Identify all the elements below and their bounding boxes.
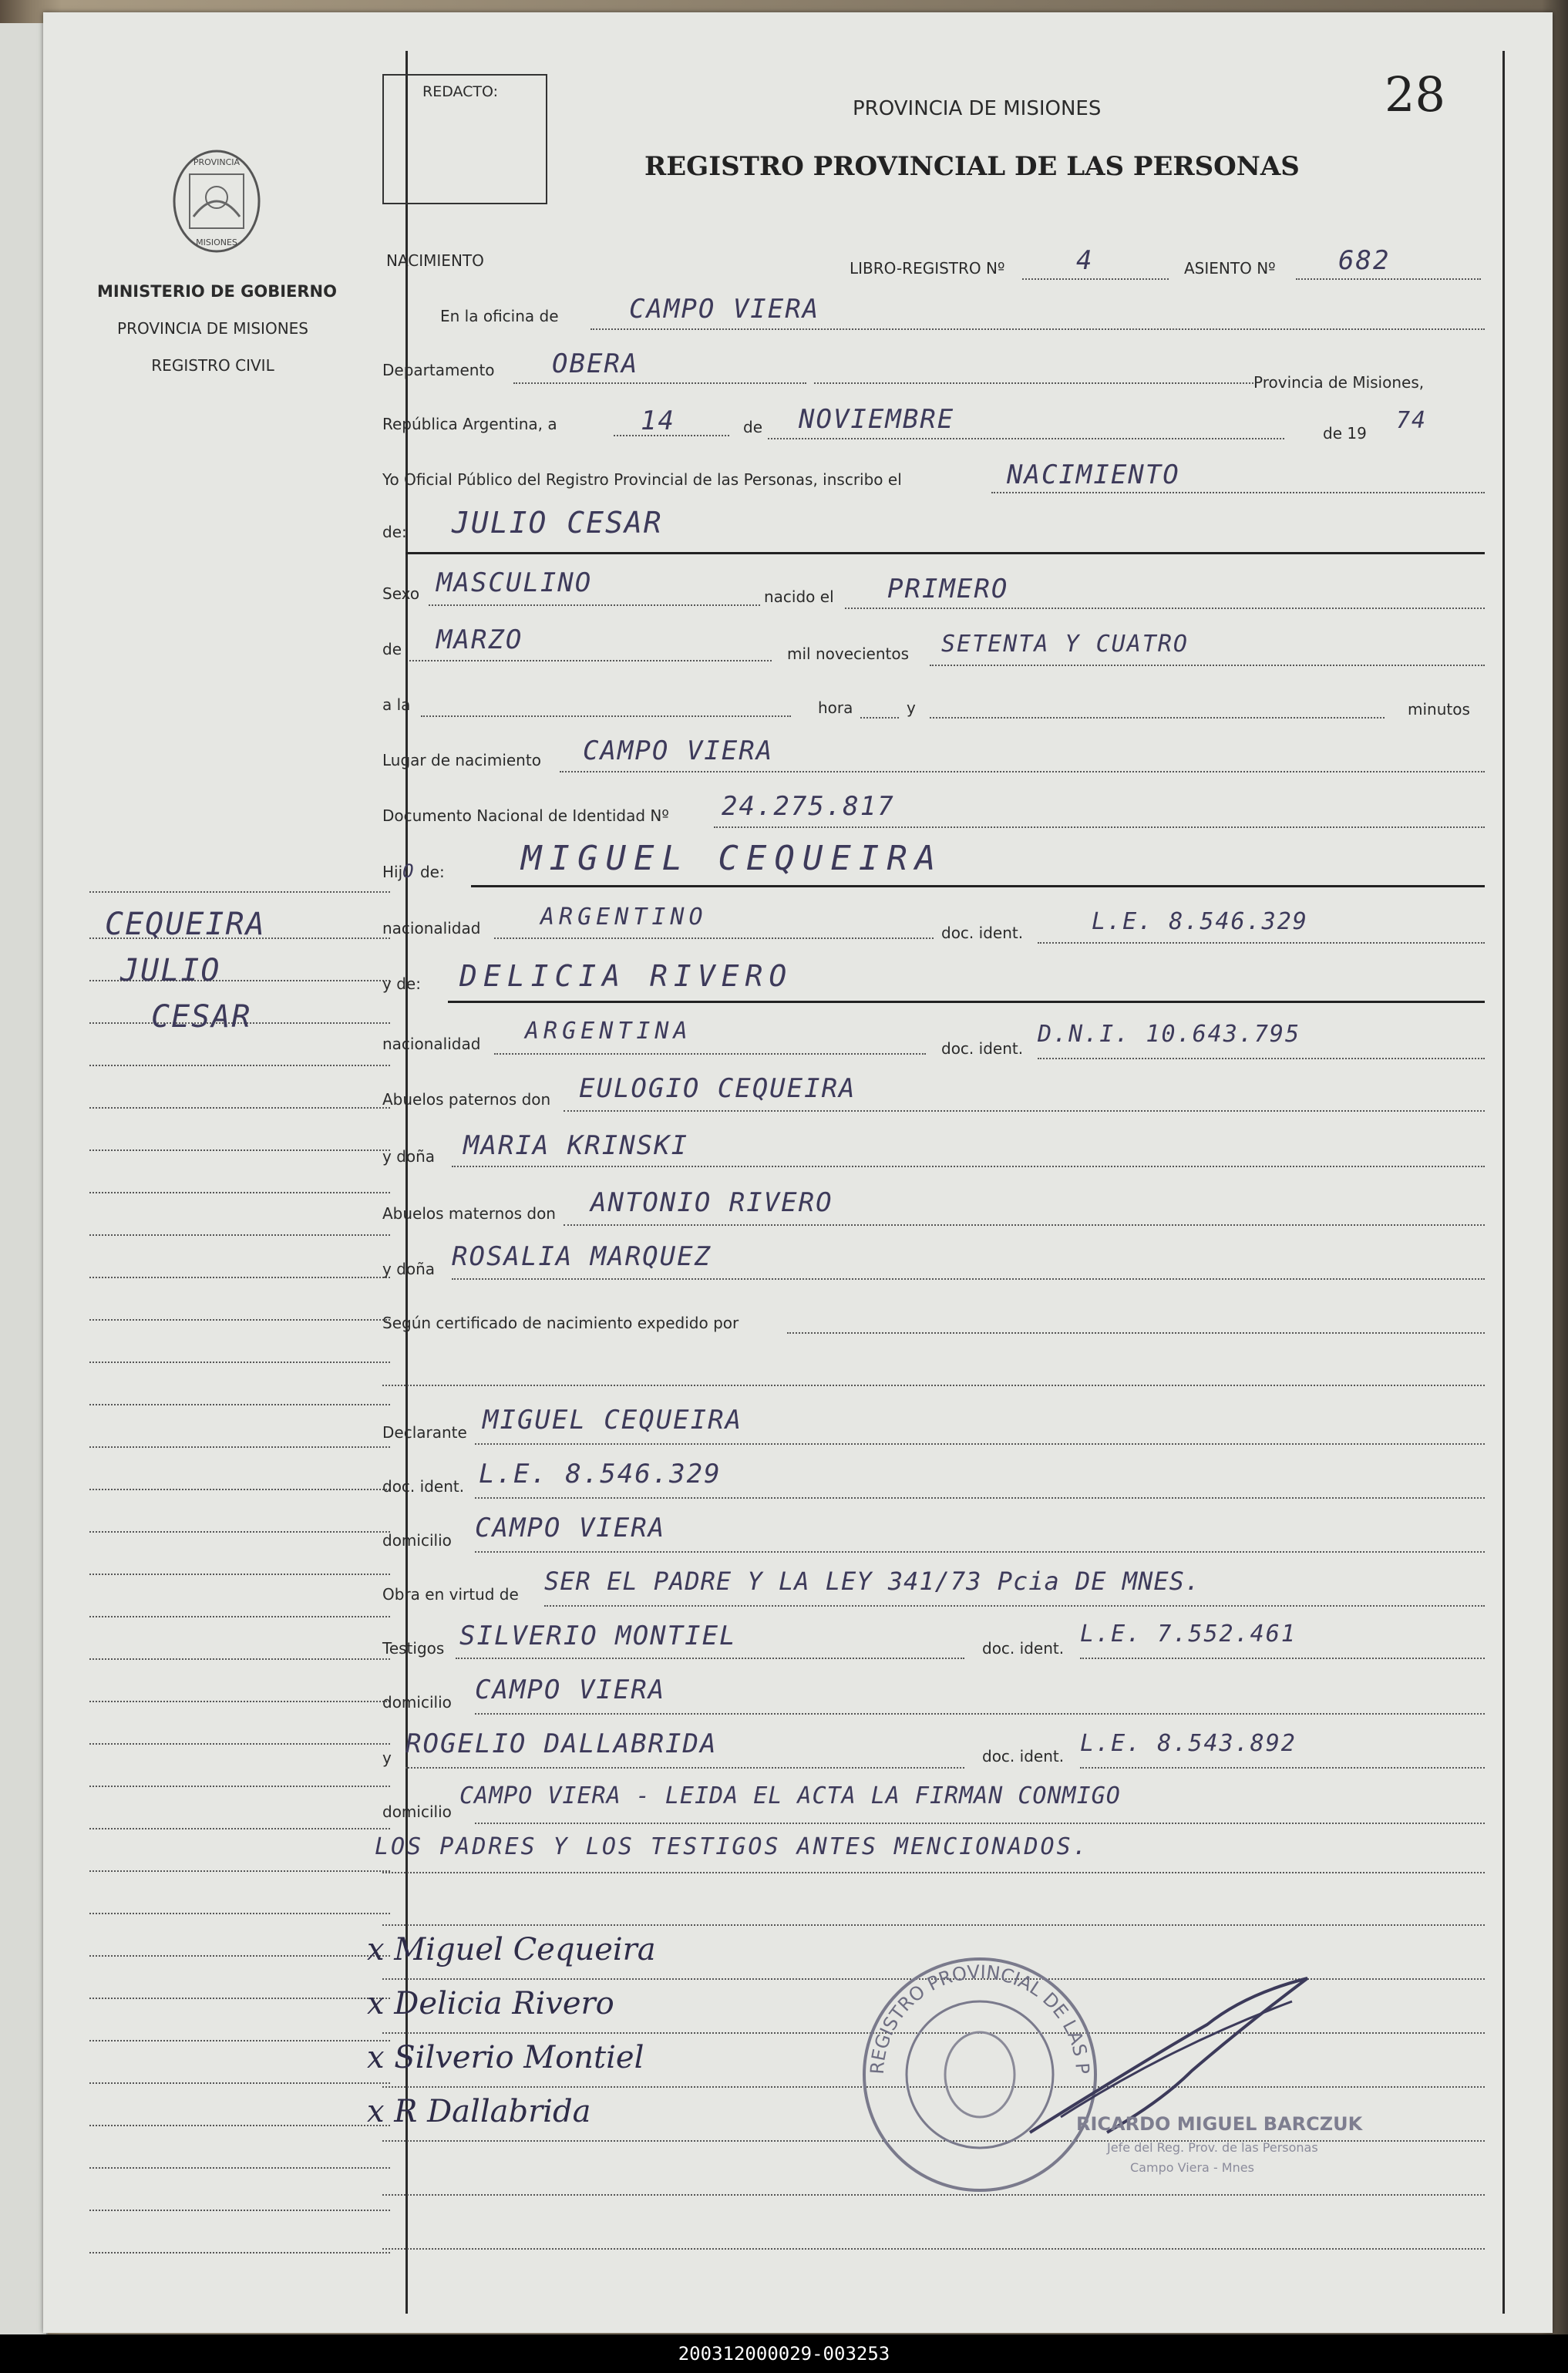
hora-line [421, 715, 791, 717]
redacto-label: REDACTO: [422, 83, 499, 100]
ministry-label: MINISTERIO DE GOBIERNO [97, 282, 337, 301]
mes-line [768, 438, 1284, 439]
redacto-box [382, 74, 547, 204]
register-page [43, 12, 1553, 2333]
madre-doc-label: doc. ident. [941, 1039, 1024, 1058]
signature-father: x Miguel Cequeira [367, 1932, 656, 1967]
declarante-label: Declarante [382, 1423, 467, 1442]
hijo-de-label: de: [419, 863, 445, 881]
testigo1-dom-line [475, 1713, 1485, 1715]
madre-nac-line [494, 1053, 926, 1055]
departamento-label: Departamento [382, 361, 495, 379]
de2-label: de [382, 640, 402, 658]
ab-mat-dona-line [452, 1278, 1485, 1280]
registry-label: REGISTRO CIVIL [151, 356, 274, 375]
officer-place: Campo Viera - Mnes [1130, 2160, 1254, 2175]
madre-nac-label: nacionalidad [382, 1035, 481, 1053]
padre-doc-label: doc. ident. [941, 924, 1024, 942]
declarante-doc-label: doc. ident. [382, 1477, 465, 1496]
testigo2-doc-label: doc. ident. [982, 1747, 1065, 1765]
y2-label: y [382, 1749, 392, 1767]
signature-mother: x Delicia Rivero [367, 1986, 614, 2021]
declarante-dom-label: domicilio [382, 1531, 452, 1550]
scan-caption: 200312000029-003253 [0, 2334, 1568, 2373]
testigo2-value: ROGELIO DALLABRIDA [405, 1728, 718, 1759]
mil-label: mil novecientos [787, 645, 910, 663]
y-de-label: y de: [382, 974, 421, 993]
asiento-line [1296, 278, 1481, 280]
testigo1-doc-value: L.E. 7.552.461 [1080, 1621, 1297, 1648]
hijo-suffix: O [402, 860, 416, 882]
hora-line-2 [860, 717, 899, 719]
dni-line [714, 826, 1485, 828]
ab-pat-line [564, 1110, 1485, 1112]
margin-second-name: CESAR [151, 999, 252, 1035]
anio-value: 74 [1396, 407, 1428, 434]
ab-pat-dona-line [452, 1166, 1485, 1167]
dni-label: Documento Nacional de Identidad Nº [382, 806, 669, 825]
departamento-line [513, 382, 806, 384]
obra-line [544, 1605, 1485, 1607]
page-number: 28 [1385, 66, 1445, 123]
de-label: de [743, 418, 762, 436]
ab-pat-dona-label: y doña [382, 1147, 436, 1166]
lugar-line [560, 771, 1485, 772]
testigo2-doc-value: L.E. 8.543.892 [1080, 1730, 1297, 1757]
obra-label: Obra en virtud de [382, 1585, 519, 1604]
oficial-label: Yo Oficial Público del Registro Provincial de las Personas, inscribo el [382, 470, 902, 489]
nacido-dia-value: PRIMERO [887, 574, 1009, 604]
libro-label: LIBRO-REGISTRO Nº [850, 259, 1005, 278]
madre-line [448, 1001, 1485, 1003]
officer-name: RICARDO MIGUEL BARCZUK [1076, 2113, 1363, 2135]
dia-value: 14 [641, 406, 675, 436]
testigo2-dom-value: CAMPO VIERA - LEIDA EL ACTA LA FIRMAN CONMIGO [459, 1782, 1121, 1809]
stamp-ring-text: REGISTRO PROVINCIAL DE LAS P [866, 1961, 1094, 2075]
nombre-line [405, 552, 1485, 554]
dni-value: 24.275.817 [722, 791, 895, 822]
republica-label: República Argentina, a [382, 415, 557, 433]
nacido-line [845, 608, 1485, 609]
continuacion-line [382, 1872, 1485, 1873]
padre-value: MIGUEL CEQUEIRA [521, 839, 944, 878]
declarante-dom-value: CAMPO VIERA [475, 1513, 666, 1543]
nacido-anio-line [930, 665, 1485, 666]
nacido-mes-value: MARZO [436, 624, 523, 655]
signature-witness-2: x R Dallabrida [367, 2094, 591, 2129]
declarante-dom-line [475, 1551, 1485, 1553]
testigo1-line [456, 1658, 964, 1659]
sexo-label: Sexo [382, 584, 420, 603]
nacimiento-label: NACIMIENTO [386, 251, 484, 270]
nombre-value: JULIO CESAR [452, 506, 663, 540]
continuacion-value: LOS PADRES Y LOS TESTIGOS ANTES MENCIONADOS. [375, 1833, 1089, 1860]
anio-label: de 19 [1323, 424, 1367, 443]
nacido-mes-line [409, 660, 772, 661]
minutos-line [930, 717, 1385, 719]
asiento-value: 682 [1338, 245, 1391, 276]
lugar-value: CAMPO VIERA [583, 735, 774, 766]
oficina-label: En la oficina de [440, 307, 559, 325]
register-title: REGISTRO PROVINCIAL DE LAS PERSONAS [644, 151, 1300, 182]
mes-value: NOVIEMBRE [799, 404, 955, 435]
declarante-line [475, 1443, 1485, 1445]
ab-mat-dona-value: ROSALIA MARQUEZ [452, 1241, 712, 1272]
ab-mat-don-value: ANTONIO RIVERO [591, 1187, 833, 1218]
oficina-line [591, 328, 1485, 330]
ab-mat-line [564, 1224, 1485, 1226]
margin-surname: CEQUEIRA [105, 907, 266, 942]
blank-line-1 [382, 1924, 1485, 1926]
madre-nac-value: ARGENTINA [525, 1018, 692, 1045]
oficina-value: CAMPO VIERA [629, 294, 820, 325]
madre-doc-line [1038, 1058, 1485, 1059]
ab-pat-label: Abuelos paternos don [382, 1090, 551, 1109]
de-nombre-label: de: [382, 523, 407, 541]
obra-value: SER EL PADRE Y LA LEY 341/73 Pcia DE MNES. [544, 1567, 1201, 1596]
testigo2-dom-label: domicilio [382, 1802, 452, 1821]
seal-bottom-text: MISIONES [196, 237, 237, 247]
nacido-anio-value: SETENTA Y CUATRO [941, 631, 1189, 658]
hijo-prefix: Hij [382, 863, 403, 881]
hora-label: hora [818, 698, 853, 717]
segun-label: Según certificado de nacimiento expedido por [382, 1314, 739, 1332]
inscribo-line [991, 492, 1485, 493]
madre-doc-value: D.N.I. 10.643.795 [1038, 1021, 1301, 1048]
departamento-line-2 [814, 382, 1253, 384]
madre-value: DELICIA RIVERO [459, 959, 793, 993]
declarante-doc-line [475, 1497, 1485, 1499]
seal-top-text: PROVINCIA [193, 157, 241, 167]
testigo2-line [405, 1767, 964, 1769]
sexo-line [429, 604, 760, 606]
padre-doc-line [1038, 942, 1485, 944]
inscribo-value: NACIMIENTO [1007, 459, 1180, 490]
padre-doc-value: L.E. 8.546.329 [1092, 908, 1308, 935]
a-la-label: a la [382, 695, 411, 714]
testigo1-value: SILVERIO MONTIEL [459, 1621, 737, 1651]
left-province-label: PROVINCIA DE MISIONES [117, 319, 308, 338]
provincial-seal-icon [167, 143, 267, 259]
facing-page-edge [0, 23, 48, 2336]
testigo2-doc-line [1080, 1767, 1485, 1769]
ab-mat-dona-label: y doña [382, 1260, 436, 1278]
declarante-doc-value: L.E. 8.546.329 [479, 1459, 722, 1489]
province-heading: PROVINCIA DE MISIONES [853, 97, 1102, 120]
officer-role: Jefe del Reg. Prov. de las Personas [1107, 2140, 1318, 2155]
ab-pat-dona-value: MARIA KRINSKI [463, 1130, 689, 1161]
segun-line [787, 1332, 1485, 1334]
lugar-label: Lugar de nacimiento [382, 751, 541, 769]
libro-line [1022, 278, 1169, 280]
signature-witness-1: x Silverio Montiel [367, 2040, 644, 2075]
padre-nac-value: ARGENTINO [540, 904, 708, 931]
testigo1-dom-value: CAMPO VIERA [475, 1675, 666, 1705]
declarante-value: MIGUEL CEQUEIRA [483, 1405, 743, 1436]
padre-line [471, 885, 1485, 887]
sexo-value: MASCULINO [436, 567, 593, 598]
minutos-label: minutos [1408, 700, 1470, 719]
padre-nac-label: nacionalidad [382, 919, 481, 937]
margin-first-name: JULIO [120, 953, 221, 988]
testigo1-doc-label: doc. ident. [982, 1639, 1065, 1658]
y-label: y [907, 698, 916, 717]
nacido-label: nacido el [764, 587, 834, 606]
testigo2-dom-line [475, 1823, 1485, 1824]
segun-line-2 [382, 1385, 1485, 1386]
testigo1-dom-label: domicilio [382, 1693, 452, 1712]
provincia-label: Provincia de Misiones, [1253, 373, 1425, 392]
testigos-label: Testigos [382, 1639, 445, 1658]
asiento-label: ASIENTO Nº [1184, 259, 1276, 278]
padre-nac-line [494, 937, 934, 939]
hijo-label [382, 860, 445, 882]
ab-pat-don-value: EULOGIO CEQUEIRA [579, 1073, 856, 1104]
libro-value: 4 [1076, 245, 1094, 276]
blank-line-7 [382, 2248, 1485, 2250]
departamento-value: OBERA [552, 348, 639, 379]
ab-mat-label: Abuelos maternos don [382, 1204, 556, 1223]
testigo1-doc-line [1080, 1658, 1485, 1659]
